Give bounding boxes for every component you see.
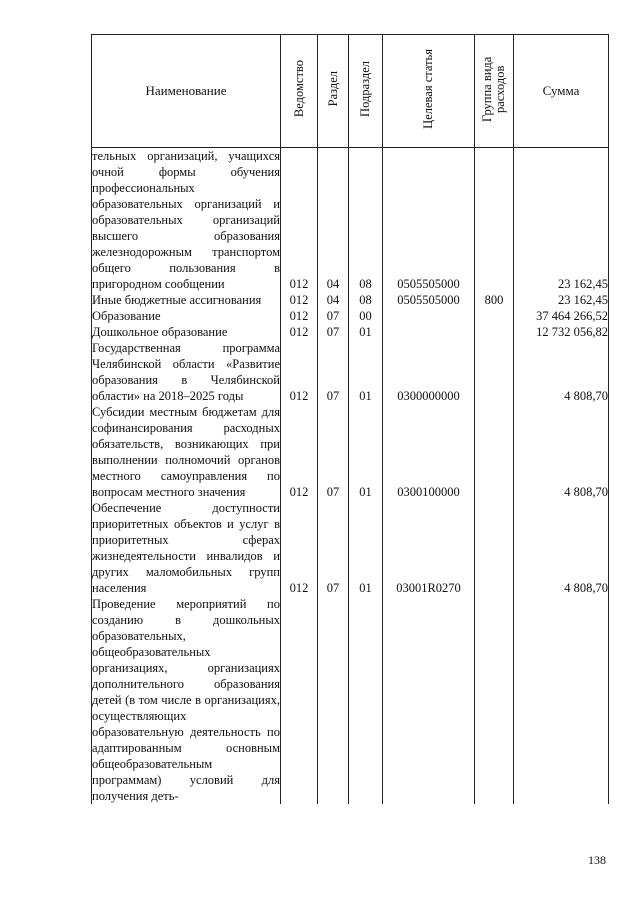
table-row bbox=[92, 404, 609, 500]
row-gruppa bbox=[475, 500, 514, 596]
row-ved: 012 bbox=[281, 324, 318, 340]
table-row bbox=[92, 340, 609, 404]
table-header-row bbox=[92, 35, 609, 148]
row-name: Государственная программа Челябинской области «Развитие образования в Челябинской области» на 2018–2025 годы bbox=[92, 341, 280, 403]
row-celevaya: 03001R0270 bbox=[383, 500, 475, 596]
row-podrazdel: 01 bbox=[349, 340, 383, 404]
row-summa: 4 808,70 bbox=[514, 500, 609, 596]
budget-table bbox=[91, 34, 609, 804]
row-gruppa bbox=[475, 308, 514, 324]
row-celevaya bbox=[383, 596, 475, 804]
header-razdel: Раздел bbox=[318, 35, 349, 148]
row-summa: 23 162,45 bbox=[514, 292, 609, 308]
table-row bbox=[92, 500, 609, 596]
row-podrazdel: 01 bbox=[349, 500, 383, 596]
row-summa: 12 732 056,82 bbox=[514, 324, 609, 340]
row-summa bbox=[514, 596, 609, 804]
row-name: тельных организаций, учащихся очной формы обучения профессиональных образовательных организаций и образовательных организаций высшего образования железнодорожным транспортом общего пользования в пригородном сообщении bbox=[92, 149, 280, 291]
row-ved: 012 bbox=[281, 340, 318, 404]
row-podrazdel: 01 bbox=[349, 324, 383, 340]
header-podrazdel: Подраздел bbox=[349, 35, 383, 148]
row-celevaya bbox=[383, 324, 475, 340]
row-celevaya bbox=[383, 308, 475, 324]
row-gruppa bbox=[475, 340, 514, 404]
header-name: Наименование bbox=[92, 35, 281, 148]
header-vedomstvo: Ведомство bbox=[281, 35, 318, 148]
row-celevaya: 0300100000 bbox=[383, 404, 475, 500]
row-podrazdel bbox=[349, 596, 383, 804]
row-gruppa: 800 bbox=[475, 292, 514, 308]
row-summa: 4 808,70 bbox=[514, 404, 609, 500]
row-celevaya: 0505505000 bbox=[383, 292, 475, 308]
header-celevaya-statya: Целевая статья bbox=[383, 35, 475, 148]
row-razdel: 04 bbox=[318, 292, 349, 308]
row-podrazdel: 08 bbox=[349, 148, 383, 293]
row-name: Проведение мероприятий по созданию в дошкольных образовательных, общеобразовательных организациях, организациях дополнительного образования детей (в том числе в организациях, осуществляющих образовательную деятельность по адаптированным основным общеобразовательным программам) условий для получения деть- bbox=[92, 597, 280, 803]
row-razdel: 07 bbox=[318, 500, 349, 596]
row-podrazdel: 01 bbox=[349, 404, 383, 500]
row-gruppa bbox=[475, 148, 514, 293]
row-razdel: 07 bbox=[318, 324, 349, 340]
row-celevaya: 0505505000 bbox=[383, 148, 475, 293]
row-summa: 23 162,45 bbox=[514, 148, 609, 293]
row-ved: 012 bbox=[281, 404, 318, 500]
row-ved: 012 bbox=[281, 292, 318, 308]
header-gruppa-vida-rashodov: Группа вида расходов bbox=[475, 35, 514, 148]
row-summa: 37 464 266,52 bbox=[514, 308, 609, 324]
row-celevaya: 0300000000 bbox=[383, 340, 475, 404]
row-gruppa bbox=[475, 324, 514, 340]
row-ved: 012 bbox=[281, 308, 318, 324]
table-row bbox=[92, 308, 609, 324]
row-name: Обеспечение доступности приоритетных объектов и услуг в приоритетных сферах жизнедеятельности инвалидов и других маломобильных групп населения bbox=[92, 501, 280, 595]
table-row bbox=[92, 324, 609, 340]
row-name: Образование bbox=[92, 308, 281, 324]
page-number: 138 bbox=[588, 853, 606, 867]
row-ved: 012 bbox=[281, 148, 318, 293]
row-summa: 4 808,70 bbox=[514, 340, 609, 404]
row-gruppa bbox=[475, 596, 514, 804]
header-summa: Сумма bbox=[514, 35, 609, 148]
row-gruppa bbox=[475, 404, 514, 500]
row-razdel: 07 bbox=[318, 404, 349, 500]
row-razdel bbox=[318, 596, 349, 804]
row-razdel: 04 bbox=[318, 148, 349, 293]
row-name: Субсидии местным бюджетам для софинансирования расходных обязательств, возникающих при выполнении полномочий органов местного самоуправления по вопросам местного значения bbox=[92, 405, 280, 499]
row-ved: 012 bbox=[281, 500, 318, 596]
row-name: Дошкольное образование bbox=[92, 324, 281, 340]
row-ved bbox=[281, 596, 318, 804]
row-name: Иные бюджетные ассигнования bbox=[92, 292, 281, 308]
row-razdel: 07 bbox=[318, 340, 349, 404]
row-razdel: 07 bbox=[318, 308, 349, 324]
table-row bbox=[92, 596, 609, 804]
table-row bbox=[92, 292, 609, 308]
table-row bbox=[92, 148, 609, 293]
row-podrazdel: 08 bbox=[349, 292, 383, 308]
row-podrazdel: 00 bbox=[349, 308, 383, 324]
